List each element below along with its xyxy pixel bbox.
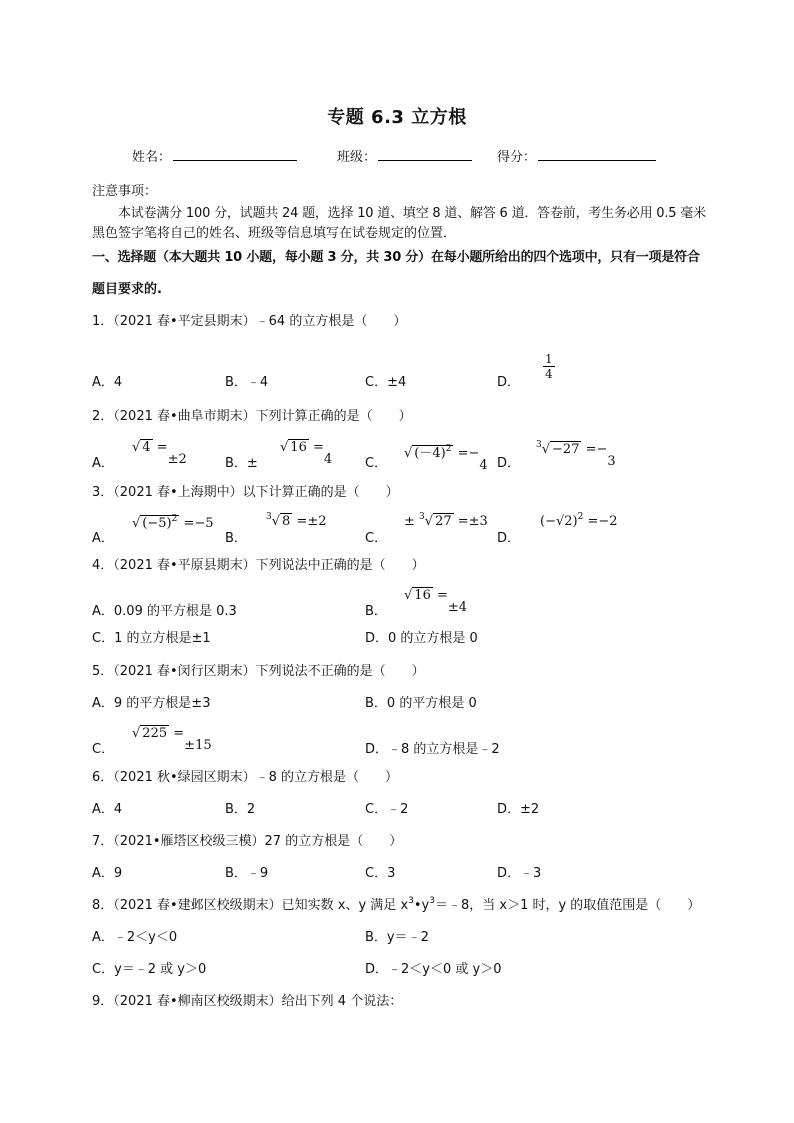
q2-option-d[interactable]: D． bbox=[497, 456, 521, 471]
notice-heading: 注意事项： bbox=[92, 184, 158, 199]
q1-option-c[interactable]: C．±4 bbox=[365, 375, 407, 390]
q5-option-d[interactable]: D．﹣8 的立方根是﹣2 bbox=[365, 742, 500, 757]
notice-line-1: 本试卷满分 100 分，试题共 24 题，选择 10 道、填空 8 道、解答 6 道．答卷前，考生务必用 0.5 毫米 bbox=[118, 206, 706, 221]
q7-option-b[interactable]: B．﹣9 bbox=[225, 866, 269, 881]
q5-option-c[interactable]: C． bbox=[92, 742, 115, 757]
q5-option-b[interactable]: B．0 的平方根是 0 bbox=[365, 696, 477, 711]
q6-option-d[interactable]: D．±2 bbox=[497, 802, 540, 817]
class-blank[interactable] bbox=[378, 148, 472, 161]
q2-option-b-expr: √ 16 =4 bbox=[280, 440, 333, 467]
section-1-heading-cont: 题目要求的. bbox=[92, 282, 162, 297]
q3-option-d[interactable]: D． bbox=[497, 531, 521, 546]
q6-option-a[interactable]: A．4 bbox=[92, 802, 123, 817]
q6-option-b[interactable]: B．2 bbox=[225, 802, 256, 817]
q3-option-b[interactable]: B． bbox=[225, 531, 247, 546]
page-title: 专题 6.3 立方根 bbox=[327, 107, 467, 128]
q5-stem: 5．（2021 春•闵行区期末）下列说法不正确的是（ ） bbox=[92, 664, 425, 679]
q9-stem: 9．（2021 春•柳南区校级期末）给出下列 4 个说法： bbox=[92, 994, 403, 1009]
q4-stem: 4．（2021 春•平原县期末）下列说法中正确的是（ ） bbox=[92, 558, 425, 573]
q8-stem: 8．（2021 春•建邺区校级期末）已知实数 x、y 满足 $x^3•y^3=﹣8$，当 x＞1 时，y 的取值范围是（ ） bbox=[92, 896, 701, 913]
name-field[interactable] bbox=[132, 146, 297, 165]
q4-option-a[interactable]: A．0.09 的平方根是 0.3 bbox=[92, 604, 237, 619]
q3-option-b-expr: $^3$√ 8 =±2 bbox=[266, 512, 327, 529]
q1-option-d-fraction: $\frac{1}{4}$ bbox=[545, 352, 553, 381]
section-1-heading: 一、选择题（本大题共 10 小题，每小题 3 分，共 30 分）在每小题所给出的四个选项中，只有一项是符合 bbox=[92, 250, 700, 265]
q1-stem: 1．（2021 春•平定县期末）﹣64 的立方根是（ ） bbox=[92, 314, 407, 329]
q4-option-c[interactable]: C．1 的立方根是±1 bbox=[92, 631, 211, 646]
q5-option-c-expr: √ 225 =±15 bbox=[132, 726, 212, 753]
q7-stem: 7．（2021•雁塔区校级三模）27 的立方根是（ ） bbox=[92, 834, 403, 849]
score-blank[interactable] bbox=[538, 148, 656, 161]
q2-option-c[interactable]: C． bbox=[365, 456, 388, 471]
q3-stem: 3．（2021 春•上海期中）以下计算正确的是（ ） bbox=[92, 485, 399, 500]
q2-option-c-expr: √ $(-4)^2 =-4$ bbox=[404, 444, 488, 473]
q8-option-c[interactable]: C．y＝﹣2 或 y＞0 bbox=[92, 962, 207, 977]
name-label: 姓名： bbox=[132, 150, 172, 165]
q4-option-b-expr: √ 16 =±4 bbox=[404, 588, 468, 615]
q6-stem: 6．（2021 秋•绿园区期末）﹣8 的立方根是（ ） bbox=[92, 770, 399, 785]
q7-option-a[interactable]: A．9 bbox=[92, 866, 123, 881]
q3-option-d-expr: $(-√2)^2 =-2$ bbox=[540, 512, 618, 529]
q3-option-c-expr: ± $^3$√ 27 =±3 bbox=[404, 512, 488, 529]
q5-option-a[interactable]: A．9 的平方根是±3 bbox=[92, 696, 211, 711]
q8-option-b[interactable]: B．y＝﹣2 bbox=[365, 930, 429, 945]
q2-option-a-expr: √ 4 =±2 bbox=[132, 440, 187, 467]
score-field[interactable] bbox=[497, 146, 656, 165]
q8-option-d[interactable]: D．﹣2＜y＜0 或 y＞0 bbox=[365, 962, 502, 977]
name-blank[interactable] bbox=[173, 148, 297, 161]
q1-option-b[interactable]: B．﹣4 bbox=[225, 375, 269, 390]
q3-option-a-expr: √ $(-5)^2 =-5$ bbox=[132, 514, 214, 531]
class-label: 班级： bbox=[337, 150, 377, 165]
score-label: 得分： bbox=[497, 150, 537, 165]
q2-option-b[interactable]: B．± bbox=[225, 456, 258, 471]
q1-option-a[interactable]: A．4 bbox=[92, 375, 123, 390]
q4-option-d[interactable]: D．0 的立方根是 0 bbox=[365, 631, 478, 646]
q7-option-d[interactable]: D．﹣3 bbox=[497, 866, 542, 881]
q8-option-a[interactable]: A．﹣2＜y＜0 bbox=[92, 930, 178, 945]
q4-option-b[interactable]: B． bbox=[365, 604, 387, 619]
q3-option-c[interactable]: C． bbox=[365, 531, 388, 546]
q2-option-a[interactable]: A． bbox=[92, 456, 114, 471]
notice-line-2: 黑色签字笔将自己的姓名、班级等信息填写在试卷规定的位置． bbox=[92, 226, 457, 241]
q7-option-c[interactable]: C．3 bbox=[365, 866, 396, 881]
q6-option-c[interactable]: C．﹣2 bbox=[365, 802, 409, 817]
q1-option-d[interactable]: D． bbox=[497, 375, 521, 390]
q2-stem: 2．（2021 春•曲阜市期末）下列计算正确的是（ ） bbox=[92, 409, 412, 424]
class-field[interactable] bbox=[337, 146, 472, 165]
q3-option-a[interactable]: A． bbox=[92, 531, 114, 546]
q2-option-d-expr: $^3$√ −27 =−3 bbox=[536, 440, 616, 469]
